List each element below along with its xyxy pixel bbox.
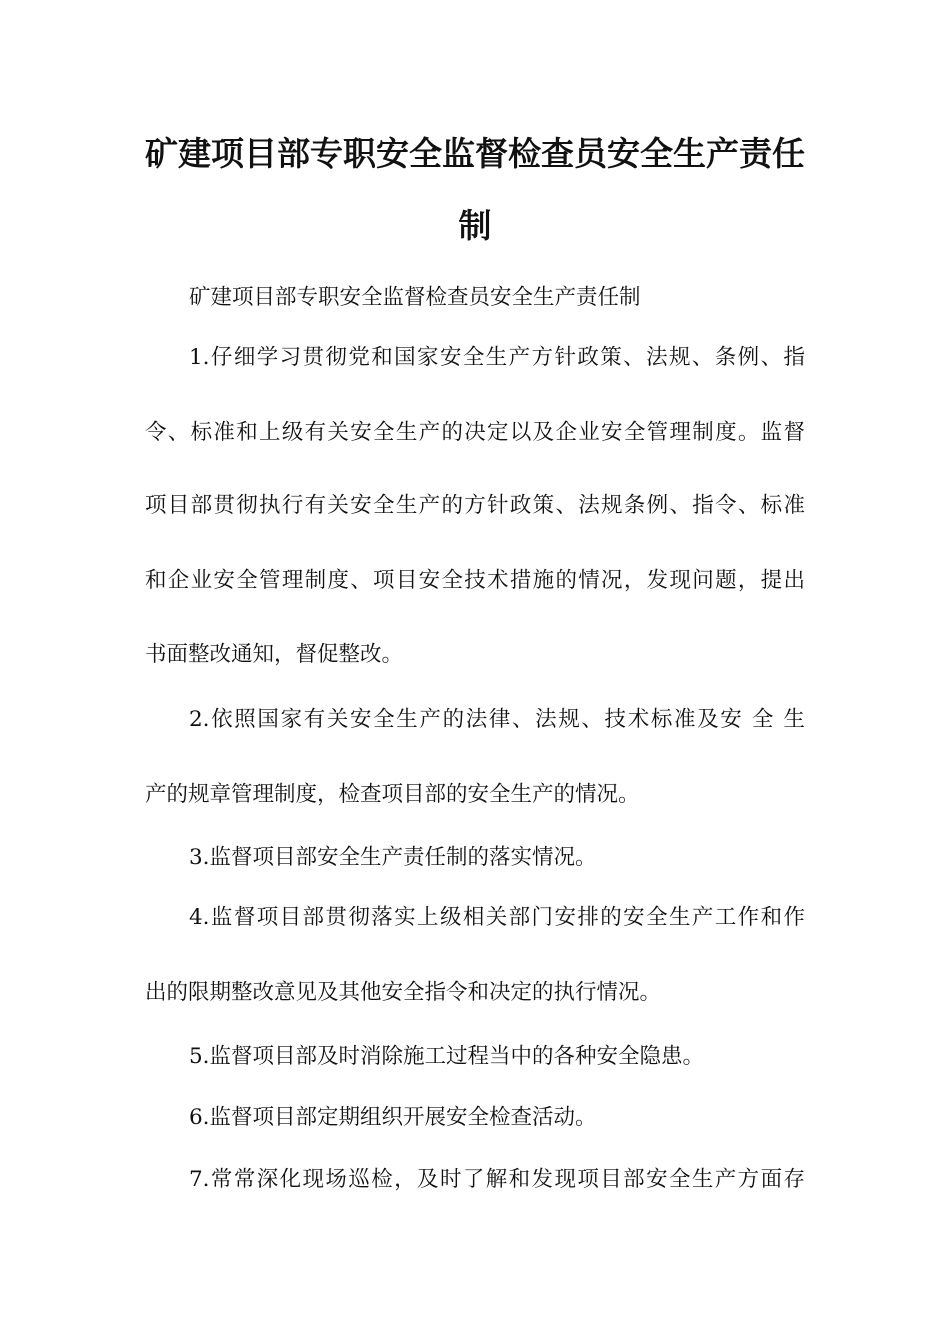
paragraph-line: 1.仔细学习贯彻党和国家安全生产方针政策、法规、条例、指 xyxy=(189,345,805,370)
paragraph-line: 7.常常深化现场巡检，及时了解和发现项目部安全生产方面存 xyxy=(189,1167,805,1192)
paragraph-line: 3.监督项目部安全生产责任制的落实情况。 xyxy=(189,845,597,870)
document-title-line-2: 制 xyxy=(458,206,492,245)
paragraph-line: 书面整改通知，督促整改。 xyxy=(145,642,404,667)
paragraph-line: 2.依照国家有关安全生产的法律、法规、技术标准及安 全 生 xyxy=(189,707,805,732)
paragraph-line: 6.监督项目部定期组织开展安全检查活动。 xyxy=(189,1105,597,1130)
paragraph-line: 项目部贯彻执行有关安全生产的方针政策、法规条例、指令、标准 xyxy=(145,493,805,518)
paragraph-line: 4.监督项目部贯彻落实上级相关部门安排的安全生产工作和作 xyxy=(189,905,805,930)
document-title-line-1: 矿建项目部专职安全监督检查员安全生产责任 xyxy=(145,134,805,173)
subtitle-line: 矿建项目部专职安全监督检查员安全生产责任制 xyxy=(189,285,641,310)
paragraph-line: 和企业安全管理制度、项目安全技术措施的情况，发现问题，提出 xyxy=(145,568,805,593)
paragraph-line: 产的规章管理制度，检查项目部的安全生产的情况。 xyxy=(145,782,640,807)
paragraph-line: 出的限期整改意见及其他安全指令和决定的执行情况。 xyxy=(145,980,662,1005)
paragraph-line: 令、标准和上级有关安全生产的决定以及企业安全管理制度。监督 xyxy=(145,420,805,445)
paragraph-line: 5.监督项目部及时消除施工过程当中的各种安全隐患。 xyxy=(189,1044,705,1069)
